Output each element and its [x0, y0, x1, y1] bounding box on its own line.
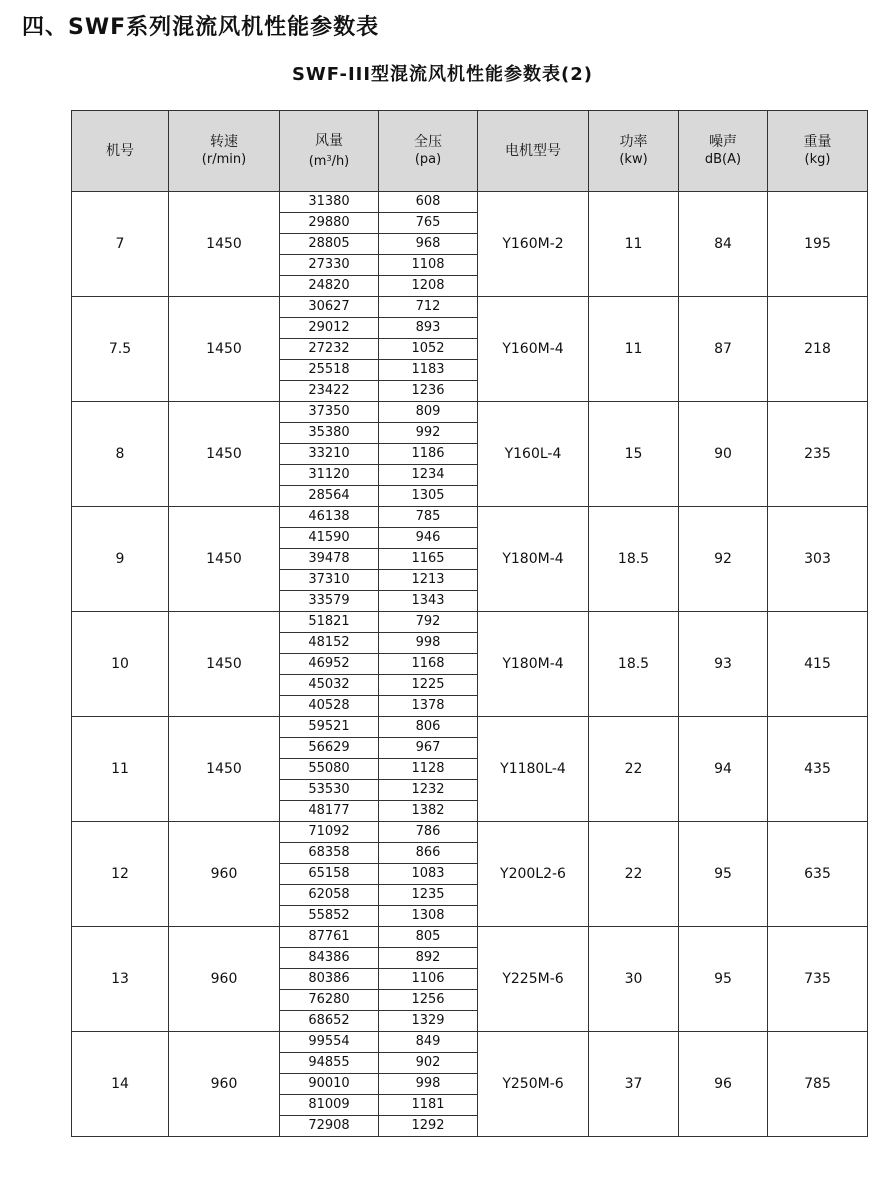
cell-model-no: 14	[72, 1032, 169, 1137]
cell-pressure: 1225	[379, 675, 478, 696]
cell-airflow: 46952	[280, 654, 379, 675]
cell-model-no: 9	[72, 507, 169, 612]
cell-motor: Y160L-4	[478, 402, 589, 507]
cell-motor: Y225M-6	[478, 927, 589, 1032]
cell-pressure: 946	[379, 528, 478, 549]
cell-motor: Y1180L-4	[478, 717, 589, 822]
cell-power: 30	[589, 927, 679, 1032]
cell-pressure: 1329	[379, 1011, 478, 1032]
cell-airflow: 37310	[280, 570, 379, 591]
cell-airflow: 68652	[280, 1011, 379, 1032]
cell-noise: 92	[679, 507, 768, 612]
cell-power: 37	[589, 1032, 679, 1137]
cell-airflow: 80386	[280, 969, 379, 990]
cell-airflow: 41590	[280, 528, 379, 549]
cell-airflow: 25518	[280, 360, 379, 381]
cell-airflow: 76280	[280, 990, 379, 1011]
header-airflow-label: 风量	[315, 132, 343, 149]
header-pressure-label: 全压	[414, 134, 442, 150]
cell-pressure: 902	[379, 1053, 478, 1074]
cell-airflow: 99554	[280, 1032, 379, 1053]
table-header	[72, 111, 868, 192]
cell-airflow: 28805	[280, 234, 379, 255]
cell-pressure: 1382	[379, 801, 478, 822]
cell-model-no: 8	[72, 402, 169, 507]
cell-pressure: 893	[379, 318, 478, 339]
table-row	[72, 507, 868, 528]
cell-airflow: 55080	[280, 759, 379, 780]
cell-airflow: 68358	[280, 843, 379, 864]
table-row	[72, 192, 868, 213]
header-weight-label: 重量	[803, 134, 832, 150]
cell-noise: 93	[679, 612, 768, 717]
cell-airflow: 94855	[280, 1053, 379, 1074]
cell-airflow: 37350	[280, 402, 379, 423]
cell-pressure: 1343	[379, 591, 478, 612]
cell-airflow: 59521	[280, 717, 379, 738]
cell-speed: 1450	[169, 402, 280, 507]
cell-pressure: 967	[379, 738, 478, 759]
cell-airflow: 53530	[280, 780, 379, 801]
header-noise-unit: dB(A)	[704, 152, 742, 167]
header-speed	[169, 111, 280, 192]
header-airflow-unit-suffix: /h)	[331, 153, 350, 169]
cell-airflow: 27330	[280, 255, 379, 276]
fan-performance-table	[71, 110, 868, 1137]
cell-airflow: 84386	[280, 948, 379, 969]
cell-power: 11	[589, 192, 679, 297]
header-airflow-unit-prefix: (m	[308, 153, 327, 169]
cell-noise: 84	[679, 192, 768, 297]
cell-pressure: 1052	[379, 339, 478, 360]
cell-noise: 90	[679, 402, 768, 507]
cell-airflow: 51821	[280, 612, 379, 633]
cell-pressure: 1305	[379, 486, 478, 507]
table-row	[72, 1032, 868, 1053]
cell-power: 11	[589, 297, 679, 402]
cell-airflow: 33579	[280, 591, 379, 612]
cell-pressure: 1213	[379, 570, 478, 591]
cell-power: 18.5	[589, 612, 679, 717]
cell-airflow: 62058	[280, 885, 379, 906]
cell-weight: 303	[768, 507, 868, 612]
cell-pressure: 712	[379, 297, 478, 318]
cell-model-no: 13	[72, 927, 169, 1032]
cell-pressure: 1128	[379, 759, 478, 780]
cell-pressure: 1292	[379, 1116, 478, 1137]
cell-pressure: 1208	[379, 276, 478, 297]
cell-pressure: 998	[379, 1074, 478, 1095]
table-title: SWF-III型混流风机性能参数表(2)	[291, 64, 594, 85]
cell-pressure: 892	[379, 948, 478, 969]
cell-pressure: 1083	[379, 864, 478, 885]
cell-airflow: 31120	[280, 465, 379, 486]
cell-motor: Y160M-2	[478, 192, 589, 297]
header-airflow-unit	[280, 150, 378, 171]
header-pressure-unit: (pa)	[414, 152, 442, 167]
cell-airflow: 28564	[280, 486, 379, 507]
cell-airflow: 48152	[280, 633, 379, 654]
header-power	[589, 111, 679, 192]
cell-airflow: 48177	[280, 801, 379, 822]
cell-speed: 960	[169, 822, 280, 927]
cell-pressure: 608	[379, 192, 478, 213]
cell-weight: 435	[768, 717, 868, 822]
cell-airflow: 23422	[280, 381, 379, 402]
cell-pressure: 1165	[379, 549, 478, 570]
cell-pressure: 1378	[379, 696, 478, 717]
cell-pressure: 805	[379, 927, 478, 948]
header-power-label: 功率	[619, 134, 648, 150]
cell-pressure: 998	[379, 633, 478, 654]
header-power-unit: (kw)	[619, 152, 648, 167]
cell-pressure: 785	[379, 507, 478, 528]
cell-model-no: 10	[72, 612, 169, 717]
cell-pressure: 866	[379, 843, 478, 864]
cell-airflow: 81009	[280, 1095, 379, 1116]
cell-airflow: 46138	[280, 507, 379, 528]
table-row	[72, 612, 868, 633]
cell-speed: 1450	[169, 612, 280, 717]
cell-pressure: 1308	[379, 906, 478, 927]
cell-pressure: 806	[379, 717, 478, 738]
cell-airflow: 24820	[280, 276, 379, 297]
header-model-no	[72, 111, 169, 192]
cell-airflow: 31380	[280, 192, 379, 213]
cell-motor: Y180M-4	[478, 612, 589, 717]
header-motor	[478, 111, 589, 192]
cell-model-no: 7.5	[72, 297, 169, 402]
cell-airflow: 65158	[280, 864, 379, 885]
header-airflow	[280, 111, 379, 192]
cell-power: 18.5	[589, 507, 679, 612]
cell-weight: 635	[768, 822, 868, 927]
cell-speed: 1450	[169, 297, 280, 402]
cell-weight: 235	[768, 402, 868, 507]
cell-pressure: 1256	[379, 990, 478, 1011]
table-body	[72, 192, 868, 1137]
cell-pressure: 1232	[379, 780, 478, 801]
cell-airflow: 29880	[280, 213, 379, 234]
cell-motor: Y160M-4	[478, 297, 589, 402]
cell-model-no: 12	[72, 822, 169, 927]
cell-speed: 960	[169, 1032, 280, 1137]
cell-airflow: 40528	[280, 696, 379, 717]
cell-weight: 415	[768, 612, 868, 717]
cell-power: 22	[589, 822, 679, 927]
header-noise-label: 噪声	[709, 134, 737, 150]
cell-airflow: 27232	[280, 339, 379, 360]
cell-airflow: 45032	[280, 675, 379, 696]
cell-pressure: 1235	[379, 885, 478, 906]
cell-airflow: 33210	[280, 444, 379, 465]
page-heading: 四、SWF系列混流风机性能参数表	[22, 15, 380, 40]
cell-pressure: 1106	[379, 969, 478, 990]
cell-weight: 735	[768, 927, 868, 1032]
cell-pressure: 1236	[379, 381, 478, 402]
cell-power: 15	[589, 402, 679, 507]
cell-noise: 87	[679, 297, 768, 402]
table-row	[72, 927, 868, 948]
cell-airflow: 90010	[280, 1074, 379, 1095]
cell-noise: 96	[679, 1032, 768, 1137]
cell-airflow: 71092	[280, 822, 379, 843]
cell-model-no: 11	[72, 717, 169, 822]
cell-pressure: 792	[379, 612, 478, 633]
cell-pressure: 992	[379, 423, 478, 444]
cell-airflow: 72908	[280, 1116, 379, 1137]
cell-airflow: 87761	[280, 927, 379, 948]
cell-motor: Y250M-6	[478, 1032, 589, 1137]
cell-noise: 95	[679, 822, 768, 927]
cell-motor: Y200L2-6	[478, 822, 589, 927]
header-pressure	[379, 111, 478, 192]
header-motor-label: 电机型号	[505, 143, 561, 159]
cell-airflow: 30627	[280, 297, 379, 318]
header-row	[72, 111, 868, 192]
cell-weight: 785	[768, 1032, 868, 1137]
cell-pressure: 1183	[379, 360, 478, 381]
cell-airflow: 39478	[280, 549, 379, 570]
cell-pressure: 786	[379, 822, 478, 843]
cell-pressure: 968	[379, 234, 478, 255]
table-row	[72, 402, 868, 423]
cell-power: 22	[589, 717, 679, 822]
header-speed-label: 转速	[210, 134, 238, 150]
header-model-no-label: 机号	[106, 143, 134, 159]
cell-pressure: 849	[379, 1032, 478, 1053]
cell-weight: 218	[768, 297, 868, 402]
cell-motor: Y180M-4	[478, 507, 589, 612]
cell-airflow: 35380	[280, 423, 379, 444]
header-speed-unit: (r/min)	[201, 152, 247, 167]
cell-model-no: 7	[72, 192, 169, 297]
cell-airflow: 55852	[280, 906, 379, 927]
cell-pressure: 1168	[379, 654, 478, 675]
cell-airflow: 56629	[280, 738, 379, 759]
cell-speed: 960	[169, 927, 280, 1032]
header-airflow-unit-superscript: 3	[326, 153, 332, 163]
cell-speed: 1450	[169, 717, 280, 822]
header-weight-unit: (kg)	[804, 152, 831, 167]
header-noise	[679, 111, 768, 192]
cell-pressure: 1234	[379, 465, 478, 486]
cell-speed: 1450	[169, 192, 280, 297]
cell-pressure: 765	[379, 213, 478, 234]
cell-speed: 1450	[169, 507, 280, 612]
cell-weight: 195	[768, 192, 868, 297]
cell-pressure: 809	[379, 402, 478, 423]
cell-pressure: 1181	[379, 1095, 478, 1116]
cell-pressure: 1186	[379, 444, 478, 465]
cell-noise: 94	[679, 717, 768, 822]
table-row	[72, 822, 868, 843]
table-row	[72, 297, 868, 318]
cell-pressure: 1108	[379, 255, 478, 276]
cell-airflow: 29012	[280, 318, 379, 339]
table-row	[72, 717, 868, 738]
cell-noise: 95	[679, 927, 768, 1032]
header-weight	[768, 111, 868, 192]
